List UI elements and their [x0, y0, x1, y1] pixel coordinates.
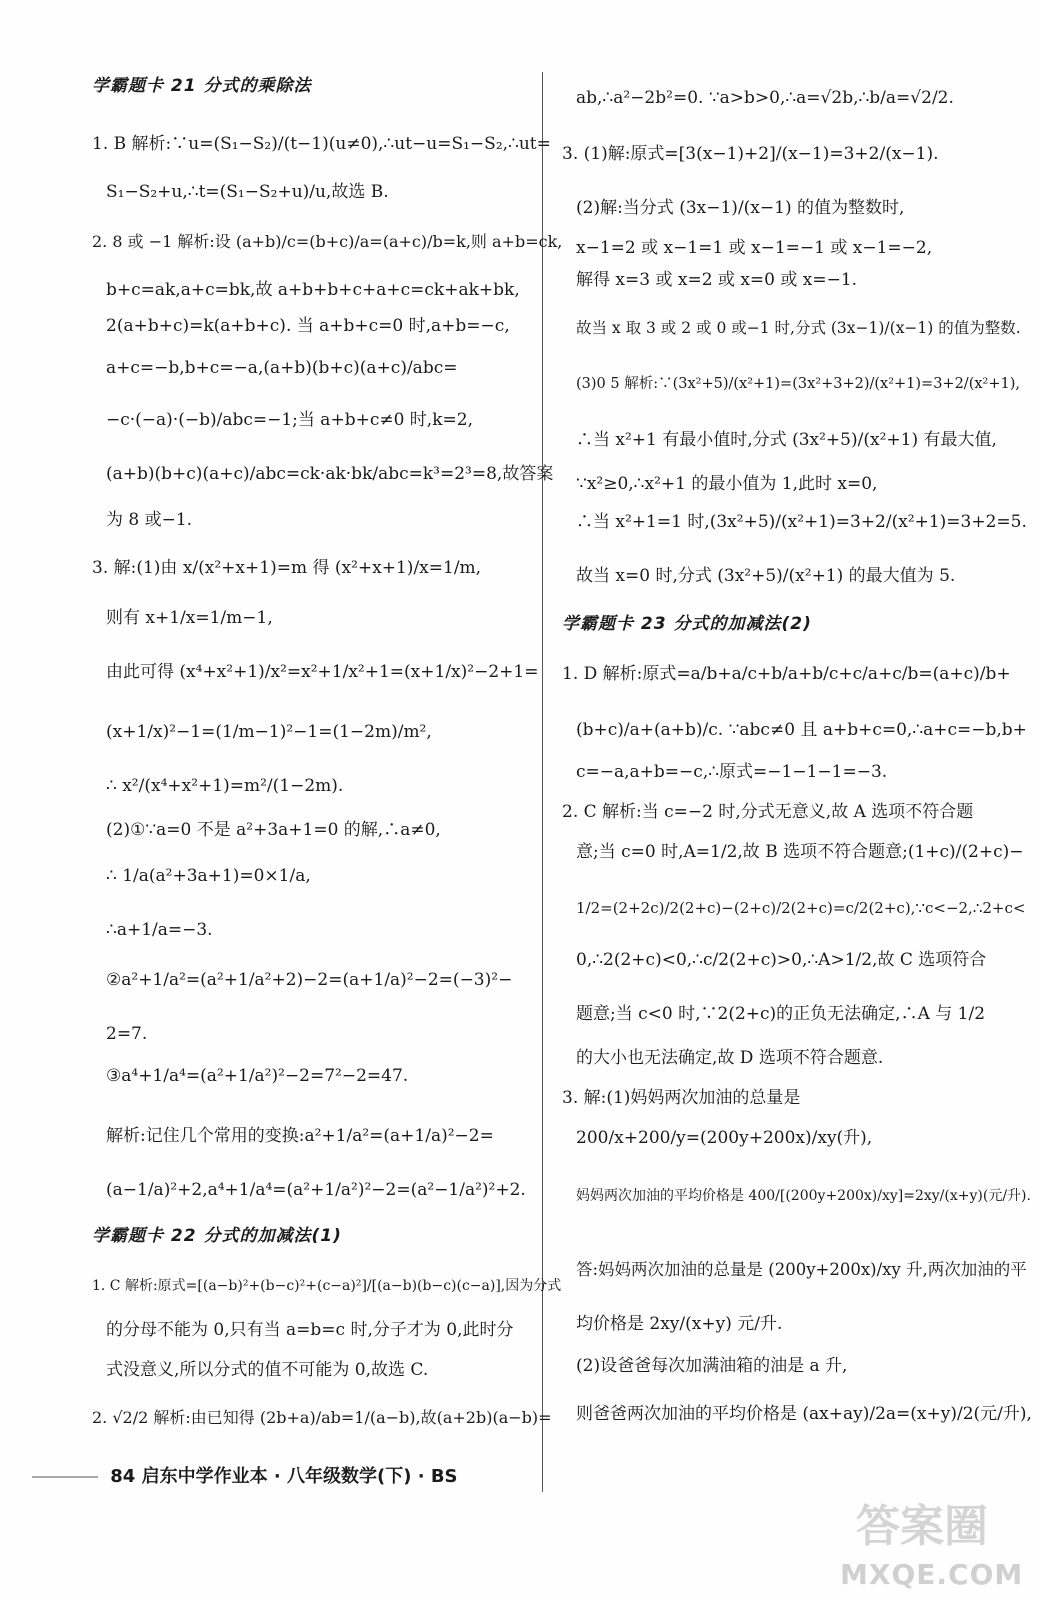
solution-line: 0,∴2(2+c)<0,∴c/2(2+c)>0,∴A>1/2,故 C 选项符合	[576, 950, 987, 970]
solution-line: ∴当 x²+1=1 时,(3x²+5)/(x²+1)=3+2/(x²+1)=3+2=5.	[576, 512, 1027, 532]
solution-line: 1. C 解析:原式=[(a−b)²+(b−c)²+(c−a)²]/[(a−b)(b−c)(c−a)],因为分式	[92, 1278, 562, 1294]
solution-line: 1. D 解析:原式=a/b+a/c+b/a+b/c+c/a+c/b=(a+c)/b+	[562, 664, 1011, 684]
solution-line: 2(a+b+c)=k(a+b+c). 当 a+b+c=0 时,a+b=−c,	[106, 316, 510, 336]
solution-line: 意;当 c=0 时,A=1/2,故 B 选项不符合题意;(1+c)/(2+c)−	[576, 842, 1024, 862]
solution-line: 式没意义,所以分式的值不可能为 0,故选 C.	[106, 1360, 429, 1380]
solution-line: ab,∴a²−2b²=0. ∵a>b>0,∴a=√2b,∴b/a=√2/2.	[576, 88, 954, 108]
solution-line: (a−1/a)²+2,a⁴+1/a⁴=(a²+1/a²)²−2=(a²−1/a²)²+2.	[106, 1180, 526, 1200]
solution-line: 解析:记住几个常用的变换:a²+1/a²=(a+1/a)²−2=	[106, 1126, 494, 1146]
solution-line: −c·(−a)·(−b)/abc=−1;当 a+b+c≠0 时,k=2,	[106, 410, 473, 430]
solution-line: 2. 8 或 −1 解析:设 (a+b)/c=(b+c)/a=(a+c)/b=k,则 a+b=ck,	[92, 232, 563, 251]
solution-line: a+c=−b,b+c=−a,(a+b)(b+c)(a+c)/abc=	[106, 358, 458, 378]
section-heading: 学霸题卡 23 分式的加减法(2)	[562, 614, 812, 634]
solution-line: S₁−S₂+u,∴t=(S₁−S₂+u)/u,故选 B.	[106, 182, 389, 202]
solution-line: 故当 x=0 时,分式 (3x²+5)/(x²+1) 的最大值为 5.	[576, 566, 956, 586]
section-heading: 学霸题卡 21 分式的乘除法	[92, 76, 312, 96]
solution-line: ∴当 x²+1 有最小值时,分式 (3x²+5)/(x²+1) 有最大值,	[576, 430, 997, 450]
solution-line: 1/2=(2+2c)/2(2+c)−(2+c)/2(2+c)=c/2(2+c),∵c<−2,∴2+c<	[576, 899, 1026, 917]
solution-line: ∴a+1/a=−3.	[106, 920, 213, 940]
solution-line: ③a⁴+1/a⁴=(a²+1/a²)²−2=7²−2=47.	[106, 1066, 409, 1086]
solution-line: 由此可得 (x⁴+x²+1)/x²=x²+1/x²+1=(x+1/x)²−2+1=	[106, 662, 539, 682]
solution-line: 2. √2/2 解析:由已知得 (2b+a)/ab=1/(a−b),故(a+2b)(a−b)=	[92, 1408, 552, 1427]
solution-line: (2)①∵a=0 不是 a²+3a+1=0 的解,∴a≠0,	[106, 820, 441, 840]
solution-line: 故当 x 取 3 或 2 或 0 或−1 时,分式 (3x−1)/(x−1) 的值为整数.	[576, 319, 1021, 337]
solution-line: ②a²+1/a²=(a²+1/a²+2)−2=(a+1/a)²−2=(−3)²−	[106, 970, 513, 990]
solution-line: (b+c)/a+(a+b)/c. ∵abc≠0 且 a+b+c=0,∴a+c=−b,b+	[576, 720, 1027, 740]
book-title: 启东中学作业本 · 八年级数学(下) · BS	[141, 1466, 458, 1487]
solution-line: 均价格是 2xy/(x+y) 元/升.	[576, 1314, 783, 1334]
page-number: 84	[110, 1466, 136, 1487]
solution-line: 3. (1)解:原式=[3(x−1)+2]/(x−1)=3+2/(x−1).	[562, 144, 939, 164]
section-heading: 学霸题卡 22 分式的加减法(1)	[92, 1226, 342, 1246]
solution-line: c=−a,a+b=−c,∴原式=−1−1−1=−3.	[576, 762, 888, 782]
page-footer	[32, 1462, 458, 1488]
solution-line: 的分母不能为 0,只有当 a=b=c 时,分子才为 0,此时分	[106, 1320, 514, 1340]
watermark-logo: 答案圈	[856, 1501, 988, 1552]
solution-line: 2=7.	[106, 1024, 148, 1044]
solution-line: 答:妈妈两次加油的总量是 (200y+200x)/xy 升,两次加油的平	[576, 1260, 1027, 1279]
solution-line: 3. 解:(1)由 x/(x²+x+1)=m 得 (x²+x+1)/x=1/m,	[92, 558, 482, 578]
solution-line: 的大小也无法确定,故 D 选项不符合题意.	[576, 1048, 884, 1068]
solution-line: 则爸爸两次加油的平均价格是 (ax+ay)/2a=(x+y)/2(元/升),	[576, 1404, 1032, 1424]
solution-line: (x+1/x)²−1=(1/m−1)²−1=(1−2m)/m²,	[106, 722, 432, 742]
solution-line: 题意;当 c<0 时,∵2(2+c)的正负无法确定,∴A 与 1/2	[576, 1004, 986, 1024]
solution-line: (2)解:当分式 (3x−1)/(x−1) 的值为整数时,	[576, 198, 905, 218]
solution-line: 2. C 解析:当 c=−2 时,分式无意义,故 A 选项不符合题	[562, 802, 974, 822]
solution-line: ∴ 1/a(a²+3a+1)=0×1/a,	[106, 866, 311, 886]
watermark	[840, 1490, 1024, 1595]
solution-line: ∵x²≥0,∴x²+1 的最小值为 1,此时 x=0,	[576, 474, 878, 494]
solution-line: 解得 x=3 或 x=2 或 x=0 或 x=−1.	[576, 270, 858, 290]
solution-line: (a+b)(b+c)(a+c)/abc=ck·ak·bk/abc=k³=2³=8,故答案	[106, 464, 554, 484]
watermark-text: MXQE.COM	[840, 1558, 1024, 1591]
footer-rule	[32, 1476, 98, 1478]
solution-line: x−1=2 或 x−1=1 或 x−1=−1 或 x−1=−2,	[576, 238, 933, 258]
solution-line: ∴ x²/(x⁴+x²+1)=m²/(1−2m).	[106, 776, 344, 796]
solution-line: (3)0 5 解析:∵(3x²+5)/(x²+1)=(3x²+3+2)/(x²+1)=3+2/(x²+1),	[576, 376, 1020, 392]
solution-line: (2)设爸爸每次加满油箱的油是 a 升,	[576, 1356, 848, 1376]
solution-line: 为 8 或−1.	[106, 510, 193, 530]
solution-line: 3. 解:(1)妈妈两次加油的总量是	[562, 1088, 801, 1108]
solution-line: b+c=ak,a+c=bk,故 a+b+b+c+a+c=ck+ak+bk,	[106, 280, 520, 300]
solution-line: 则有 x+1/x=1/m−1,	[106, 608, 273, 628]
solution-line: 妈妈两次加油的平均价格是 400/[(200y+200x)/xy]=2xy/(x+y)(元/升).	[576, 1188, 1031, 1204]
solution-line: 1. B 解析:∵u=(S₁−S₂)/(t−1)(u≠0),∴ut−u=S₁−S₂,∴ut=	[92, 134, 551, 154]
solution-line: 200/x+200/y=(200y+200x)/xy(升),	[576, 1128, 873, 1148]
